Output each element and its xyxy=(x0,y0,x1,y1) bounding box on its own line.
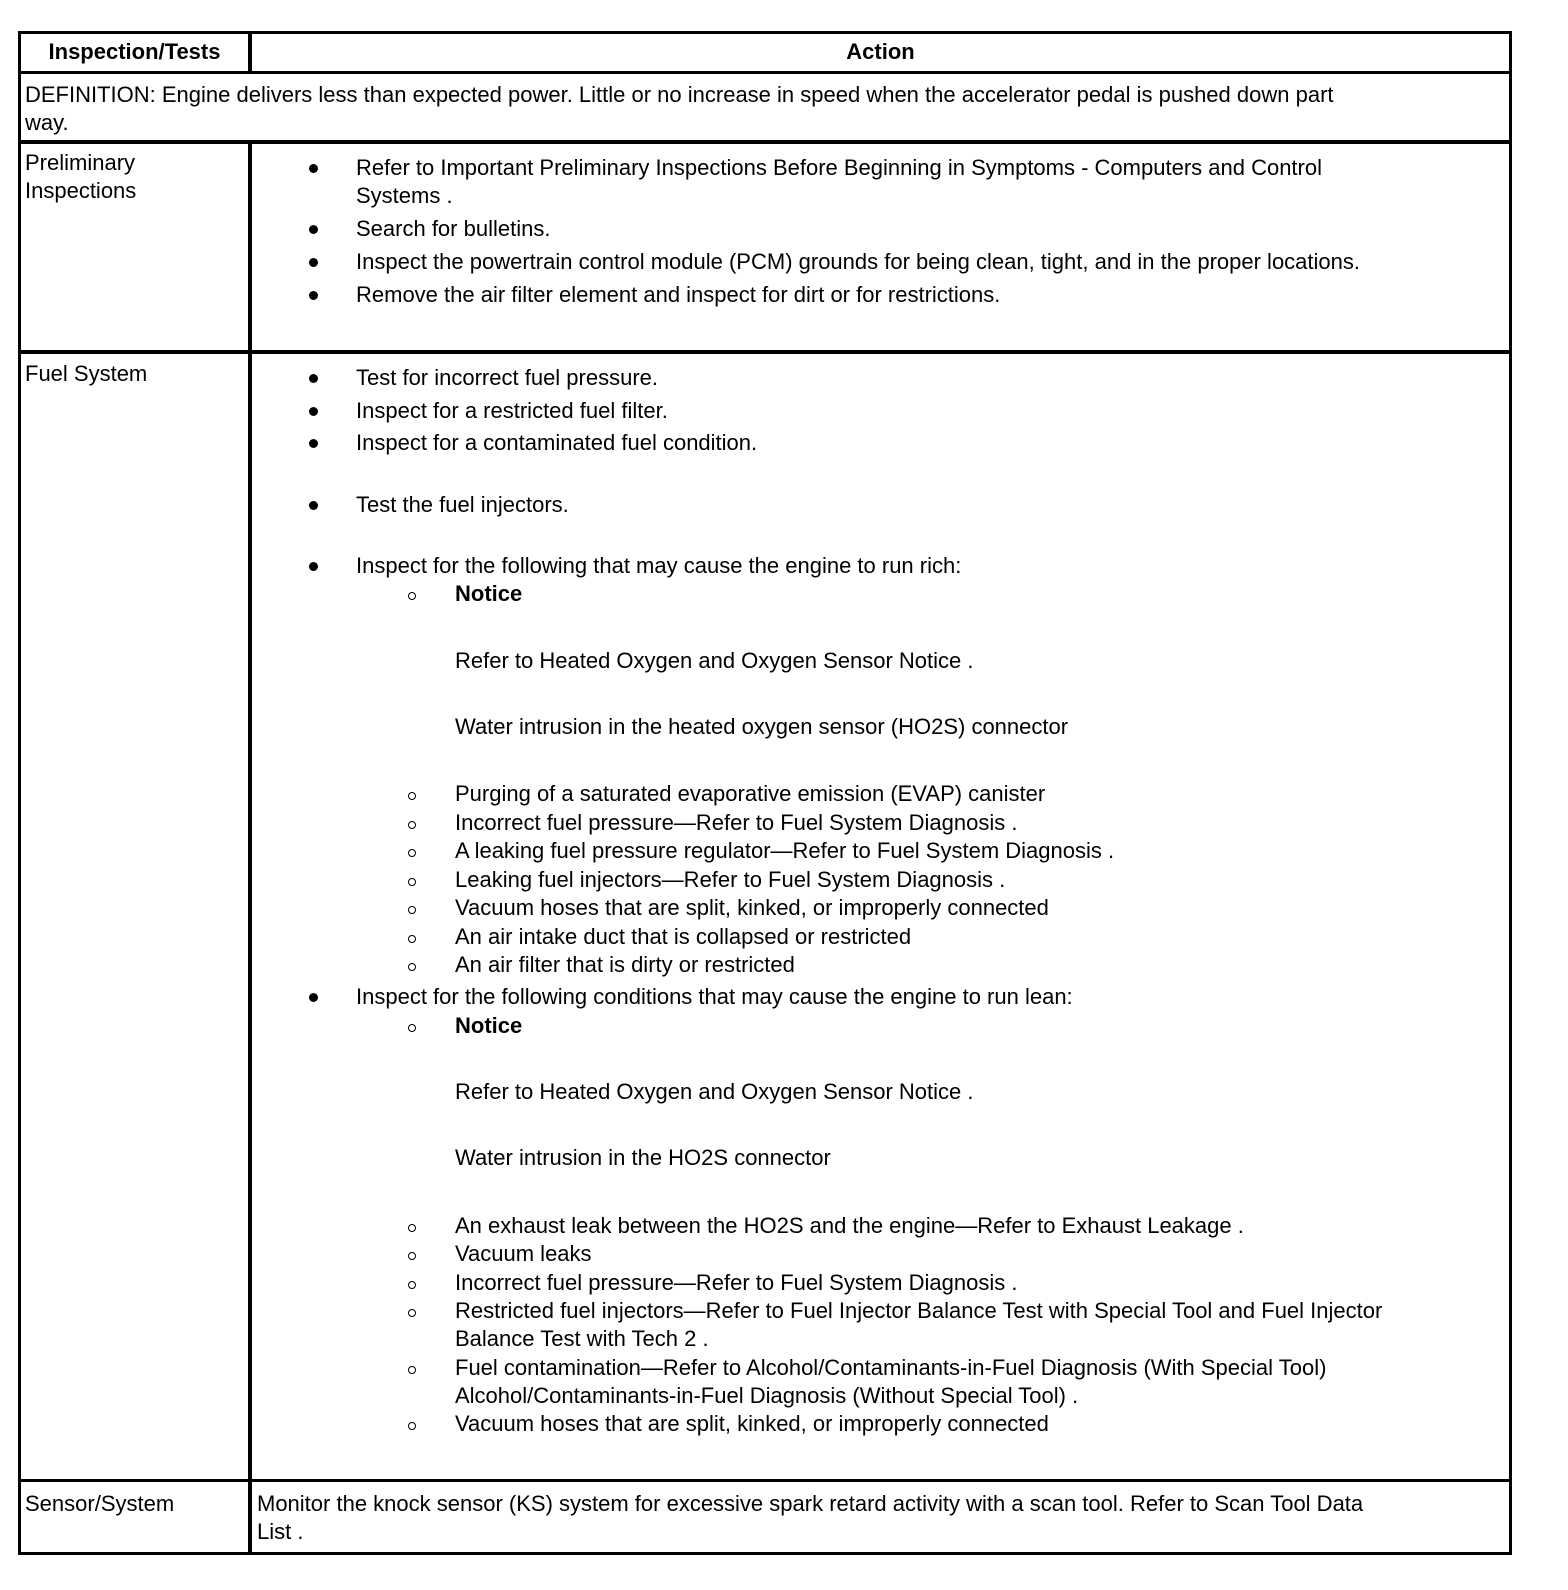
preliminary-divider xyxy=(18,350,1512,354)
circle-bullet-icon xyxy=(408,963,416,971)
circle-bullet-icon xyxy=(408,906,416,914)
circle-bullet-icon xyxy=(408,935,416,943)
bullet-icon xyxy=(309,225,318,234)
row-label-preliminary: Preliminary xyxy=(25,150,136,175)
notice-text: Water intrusion in the HO2S connector xyxy=(455,1145,831,1170)
list-item: Test for incorrect fuel pressure. xyxy=(356,365,659,390)
header-inspection-tests: Inspection/Tests xyxy=(48,39,221,64)
bullet-icon xyxy=(309,258,318,267)
circle-bullet-icon xyxy=(408,1422,416,1430)
list-item: Search for bulletins. xyxy=(356,216,551,241)
list-item: Inspect for the following that may cause the engine to run rich: xyxy=(356,553,962,578)
circle-bullet-icon xyxy=(408,1224,416,1232)
notice-text: Water intrusion in the heated oxygen sensor (HO2S) connector xyxy=(455,714,1069,739)
sub-list-item-cont: Balance Test with Tech 2 . xyxy=(455,1326,709,1351)
sub-list-item: An air intake duct that is collapsed or restricted xyxy=(455,924,912,949)
sub-list-item-cont: Alcohol/Contaminants-in-Fuel Diagnosis (Without Special Tool) . xyxy=(455,1383,1079,1408)
row-label-sensor-system: Sensor/System xyxy=(25,1491,175,1516)
table-border-left xyxy=(18,31,21,1555)
list-item: Inspect for the following conditions that may cause the engine to run lean: xyxy=(356,984,1073,1009)
list-item: Test the fuel injectors. xyxy=(356,492,569,517)
bullet-icon xyxy=(309,407,318,416)
circle-bullet-icon xyxy=(408,878,416,886)
sub-list-item: Restricted fuel injectors—Refer to Fuel Injector Balance Test with Special Tool and Fuel Injector xyxy=(455,1298,1383,1323)
sub-list-item: Purging of a saturated evaporative emission (EVAP) canister xyxy=(455,781,1046,806)
header-action: Action xyxy=(846,39,915,64)
circle-bullet-icon xyxy=(408,1309,416,1317)
sub-list-item: A leaking fuel pressure regulator—Refer to Fuel System Diagnosis . xyxy=(455,838,1115,863)
header-divider xyxy=(18,71,1512,74)
list-item: Inspect the powertrain control module (PCM) grounds for being clean, tight, and in the proper locations. xyxy=(356,249,1360,274)
sub-list-item: Leaking fuel injectors—Refer to Fuel System Diagnosis . xyxy=(455,867,1006,892)
fuel-divider xyxy=(18,1479,1512,1482)
sub-list-item: Incorrect fuel pressure—Refer to Fuel System Diagnosis . xyxy=(455,1270,1018,1295)
table-border-top xyxy=(18,31,1512,34)
notice-reference: Refer to Heated Oxygen and Oxygen Sensor Notice . xyxy=(455,1079,974,1104)
sub-list-item: An exhaust leak between the HO2S and the engine—Refer to Exhaust Leakage . xyxy=(455,1213,1244,1238)
notice-reference: Refer to Heated Oxygen and Oxygen Sensor Notice . xyxy=(455,648,974,673)
sub-list-item: An air filter that is dirty or restricted xyxy=(455,952,795,977)
list-item: Inspect for a contaminated fuel condition. xyxy=(356,430,758,455)
circle-bullet-icon xyxy=(408,592,416,600)
circle-bullet-icon xyxy=(408,792,416,800)
bullet-icon xyxy=(309,164,318,173)
bullet-icon xyxy=(309,562,318,571)
sub-list-item: Vacuum hoses that are split, kinked, or improperly connected xyxy=(455,895,1049,920)
circle-bullet-icon xyxy=(408,1366,416,1374)
sub-list-item: Fuel contamination—Refer to Alcohol/Contaminants-in-Fuel Diagnosis (With Special Tool) xyxy=(455,1355,1327,1380)
row-label-fuel-system: Fuel System xyxy=(25,361,148,386)
bullet-icon xyxy=(309,439,318,448)
definition-divider xyxy=(18,140,1512,144)
sub-list-item: Incorrect fuel pressure—Refer to Fuel System Diagnosis . xyxy=(455,810,1018,835)
bullet-icon xyxy=(309,501,318,510)
circle-bullet-icon xyxy=(408,1281,416,1289)
sub-list-item: Vacuum leaks xyxy=(455,1241,592,1266)
sensor-action-text: Monitor the knock sensor (KS) system for excessive spark retard activity with a scan tool. Refer to Scan Tool Data xyxy=(257,1491,1364,1516)
list-item: Remove the air filter element and inspect for dirt or for restrictions. xyxy=(356,282,1001,307)
definition-text-cont: way. xyxy=(25,110,69,135)
table-border-right xyxy=(1509,31,1512,1555)
circle-bullet-icon xyxy=(408,1024,416,1032)
list-item: Refer to Important Preliminary Inspections Before Beginning in Symptoms - Computers and Control xyxy=(356,155,1322,180)
list-item-cont: Systems . xyxy=(356,183,453,208)
circle-bullet-icon xyxy=(408,821,416,829)
definition-text: DEFINITION: Engine delivers less than expected power. Little or no increase in speed when the accelerator pedal is pushed down part xyxy=(25,82,1334,107)
bullet-icon xyxy=(309,374,318,383)
sensor-action-text-cont: List . xyxy=(257,1519,304,1544)
circle-bullet-icon xyxy=(408,849,416,857)
bullet-icon xyxy=(309,993,318,1002)
notice-label: Notice xyxy=(455,581,523,606)
table-border-bottom xyxy=(18,1552,1512,1555)
bullet-icon xyxy=(309,291,318,300)
notice-label: Notice xyxy=(455,1013,523,1038)
circle-bullet-icon xyxy=(408,1252,416,1260)
sub-list-item: Vacuum hoses that are split, kinked, or improperly connected xyxy=(455,1411,1049,1436)
list-item: Inspect for a restricted fuel filter. xyxy=(356,398,668,423)
row-label-inspections: Inspections xyxy=(25,178,137,203)
column-divider-body xyxy=(248,140,252,1555)
